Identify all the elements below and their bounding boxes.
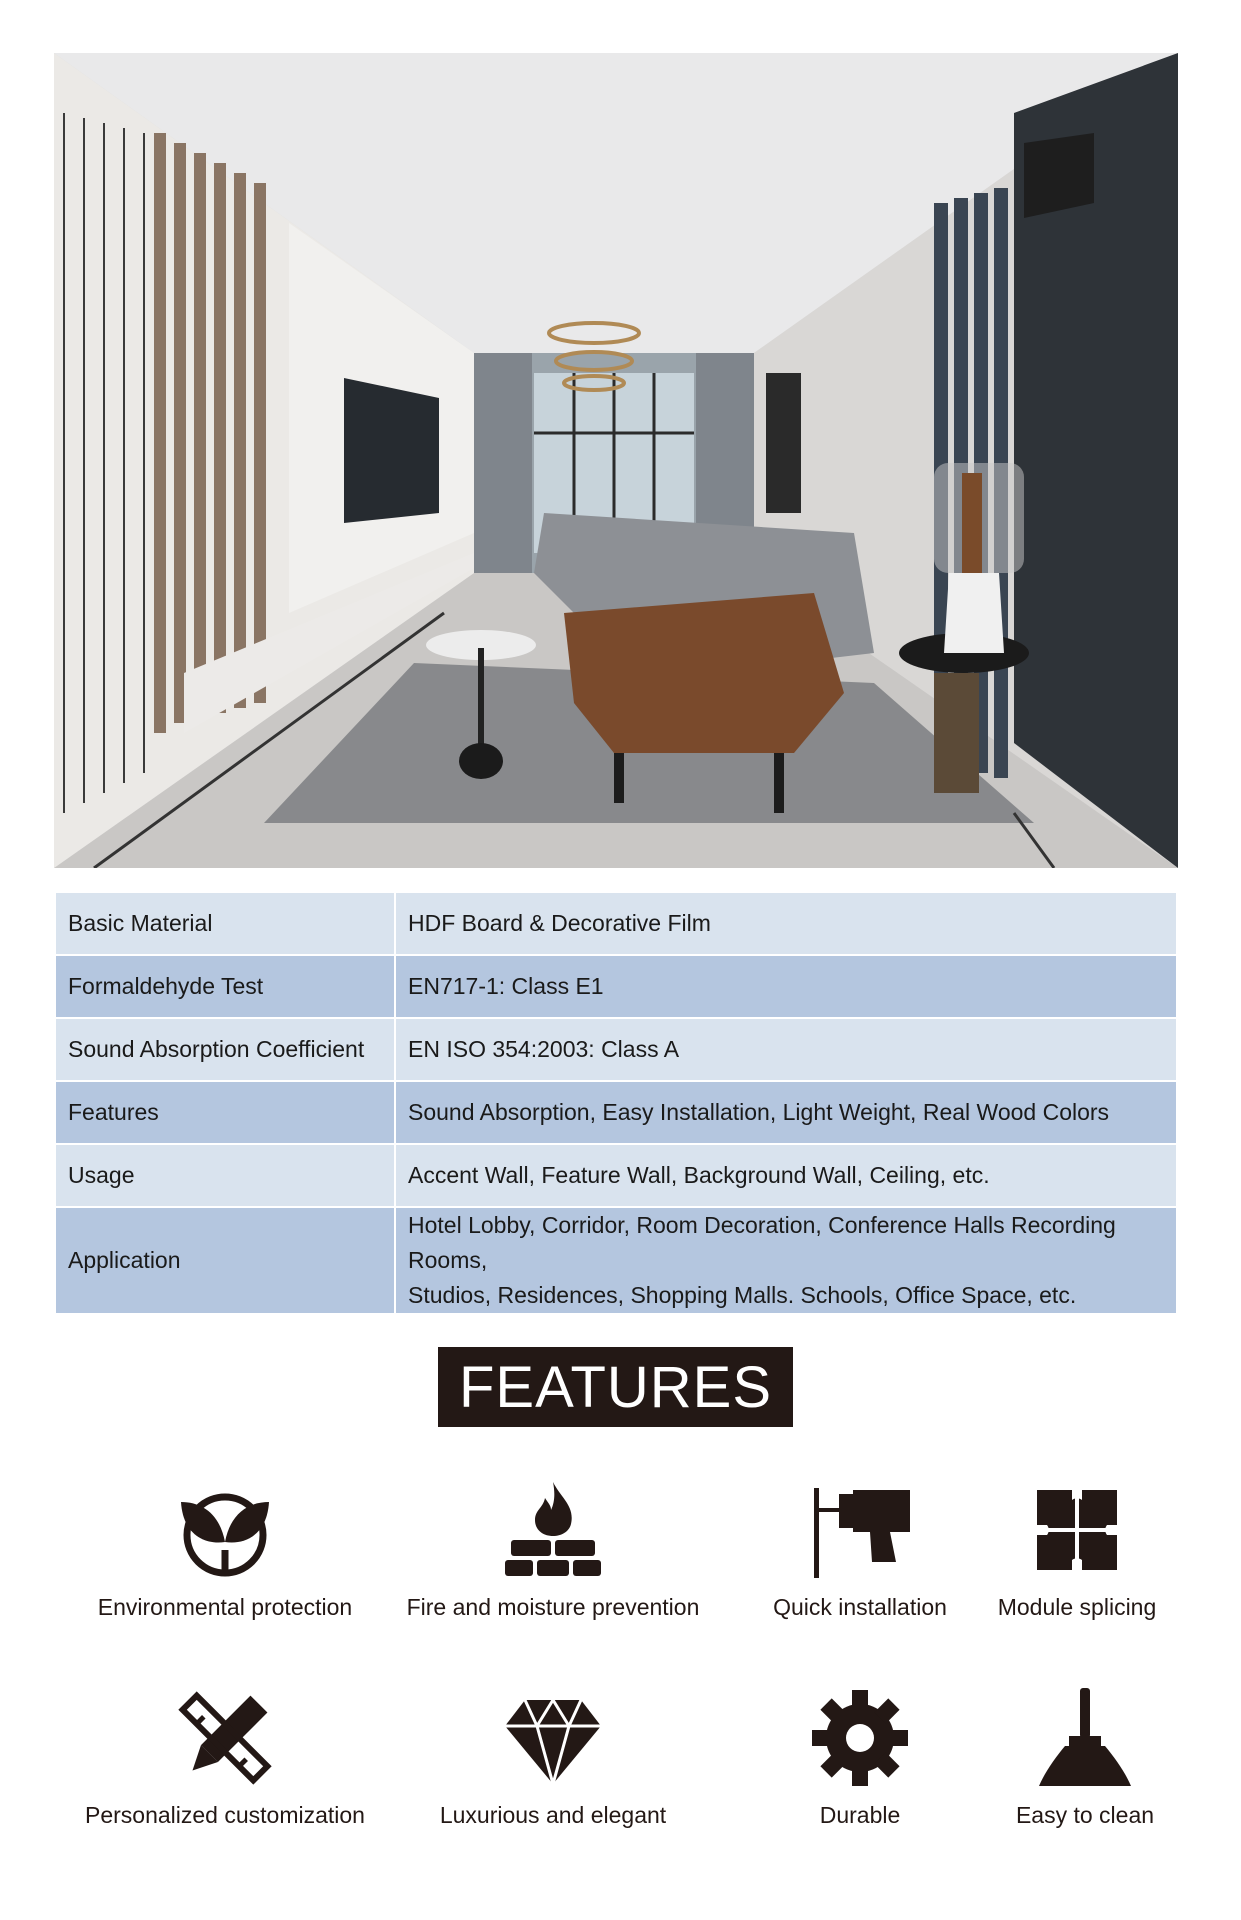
feature-item [55,1688,395,1829]
fire-brick-icon [503,1480,603,1580]
pencil-ruler-icon [175,1688,275,1788]
spec-value: HDF Board & Decorative Film [395,892,1177,955]
spec-key: Application [55,1207,395,1314]
feature-label: Fire and moisture prevention [406,1594,700,1620]
spec-row [55,892,1177,955]
spec-row [55,1144,1177,1207]
feature-item [383,1688,723,1829]
spec-row [55,1081,1177,1144]
diamond-icon [503,1688,603,1788]
puzzle-icon [1027,1480,1127,1580]
feature-label: Easy to clean [1015,1802,1155,1828]
spec-row [55,955,1177,1018]
spec-key: Basic Material [55,892,395,955]
spec-key: Formaldehyde Test [55,955,395,1018]
gear-icon [810,1688,910,1788]
spec-value: EN ISO 354:2003: Class A [395,1018,1177,1081]
features-heading: FEATURES [438,1347,793,1427]
spec-value: Sound Absorption, Easy Installation, Light Weight, Real Wood Colors [395,1081,1177,1144]
interior-photo [54,53,1178,868]
feature-label: Module splicing [997,1594,1157,1620]
spec-row [55,1207,1177,1314]
spec-value: Accent Wall, Feature Wall, Background Wall, Ceiling, etc. [395,1144,1177,1207]
spec-value: EN717-1: Class E1 [395,955,1177,1018]
feature-item [55,1480,395,1621]
broom-icon [1035,1688,1135,1788]
feature-label: Luxurious and elegant [439,1802,667,1828]
drill-icon [810,1480,910,1580]
feature-item [383,1480,723,1621]
feature-label: Environmental protection [97,1594,353,1620]
spec-key: Usage [55,1144,395,1207]
leaf-circle-icon [175,1480,275,1580]
spec-row [55,1018,1177,1081]
spec-table [54,891,1178,1315]
feature-label: Durable [819,1802,901,1828]
spec-value-line: Hotel Lobby, Corridor, Room Decoration, Conference Halls Recording Rooms, [408,1212,1116,1273]
feature-item [915,1688,1241,1829]
spec-value-line: Studios, Residences, Shopping Malls. Schools, Office Space, etc. [408,1282,1077,1308]
spec-key: Features [55,1081,395,1144]
feature-label: Personalized customization [85,1802,365,1828]
spec-key: Sound Absorption Coefficient [55,1018,395,1081]
feature-item [907,1480,1241,1621]
feature-label: Quick installation [773,1594,947,1620]
spec-value [395,1207,1177,1314]
